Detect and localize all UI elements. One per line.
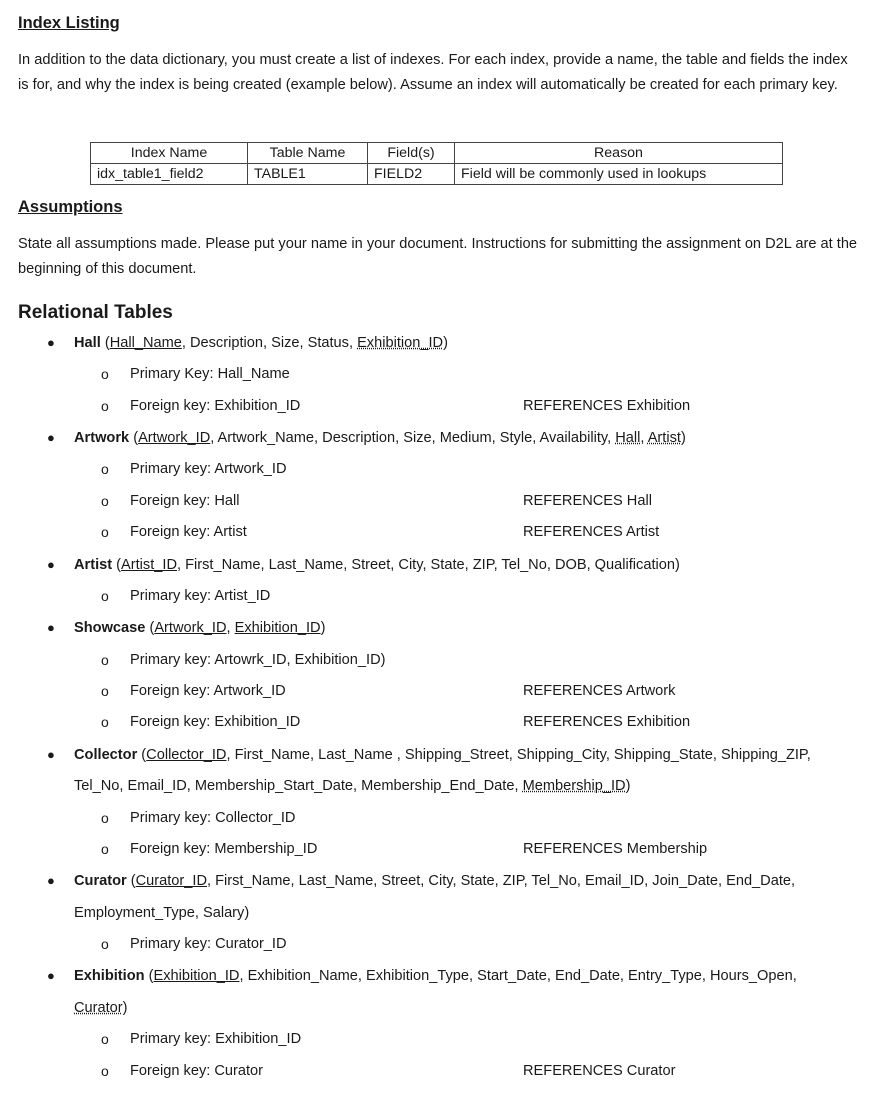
circle-bullet-icon: o	[101, 652, 109, 668]
circle-bullet-icon: o	[101, 683, 109, 699]
fk-text: Foreign key: Exhibition_ID	[130, 398, 301, 414]
primary-key-field: Curator_ID	[135, 873, 207, 889]
bullet-icon: ●	[47, 557, 55, 572]
relational-tables-heading: Relational Tables	[18, 302, 173, 323]
table-name: Artwork	[74, 430, 130, 446]
header-table-name: Table Name	[248, 143, 368, 164]
field-list: , Exhibition_Name, Exhibition_Type, Start_Date, End_Date, Entry_Type, Hours_Open,	[239, 968, 797, 984]
fk-text: Foreign key: Artist	[130, 524, 247, 540]
paren-close: )	[680, 430, 686, 446]
primary-key-field: Hall_Name	[109, 335, 182, 351]
table-name: Collector	[74, 747, 138, 763]
circle-bullet-icon: o	[101, 588, 109, 604]
fk-text: Foreign key: Artwork_ID	[130, 683, 286, 699]
table-name: Artist	[74, 557, 113, 573]
paren-open: (	[100, 335, 110, 351]
table-name: Exhibition	[74, 968, 145, 984]
paren-open: (	[126, 873, 136, 889]
field-list: , Description, Size, Status,	[181, 335, 358, 351]
pk-text: Primary Key: Hall_Name	[130, 366, 290, 382]
pk-text: Primary key: Artist_ID	[130, 588, 271, 604]
paren-close: )	[625, 778, 631, 794]
pk-text: Primary key: Curator_ID	[130, 936, 287, 952]
foreign-key-field: Membership_ID	[522, 778, 626, 794]
bullet-icon: ●	[47, 873, 55, 888]
references-text: REFERENCES Artist	[523, 524, 660, 540]
fk-text: Foreign key: Curator	[130, 1063, 264, 1079]
primary-key-field: Exhibition_ID	[234, 620, 321, 636]
primary-key-field: Artwork_ID	[154, 620, 227, 636]
bullet-icon: ●	[47, 335, 55, 350]
circle-bullet-icon: o	[101, 524, 109, 540]
references-text: REFERENCES Exhibition	[523, 714, 691, 730]
index-listing-paragraph: In addition to the data dictionary, you must create a list of indexes. For each index, provide a name, the table and fields the index is for, and why the index is being created (example below). Assume an index will automatically be created for each primary key.	[18, 52, 848, 93]
fk-text: Foreign key: Membership_ID	[130, 841, 318, 857]
foreign-key-field: Hall	[615, 430, 641, 446]
field-list: , First_Name, Last_Name, Street, City, State, ZIP, Tel_No, DOB, Qualification)	[176, 557, 680, 573]
field-list: Tel_No, Email_ID, Membership_Start_Date, Membership_End_Date,	[74, 778, 523, 794]
assumptions-paragraph: State all assumptions made. Please put your name in your document. Instructions for submitting the assignment on D2L are at the beginning of this document.	[18, 236, 858, 277]
pk-text: Primary key: Collector_ID	[130, 810, 296, 826]
references-text: REFERENCES Curator	[523, 1063, 676, 1079]
field-list: , First_Name, Last_Name, Street, City, State, ZIP, Tel_No, Email_ID, Join_Date, End_Date,	[207, 873, 796, 889]
paren-open: (	[145, 620, 155, 636]
circle-bullet-icon: o	[101, 714, 109, 730]
header-reason: Reason	[455, 143, 783, 164]
primary-key-field: Exhibition_ID	[153, 968, 240, 984]
paren-open: (	[129, 430, 139, 446]
paren-open: (	[137, 747, 147, 763]
paren-close: )	[320, 620, 326, 636]
fk-text: Foreign key: Exhibition_ID	[130, 714, 301, 730]
references-text: REFERENCES Exhibition	[523, 398, 691, 414]
field-list: Employment_Type, Salary)	[74, 905, 250, 921]
cell-reason: Field will be commonly used in lookups	[455, 164, 783, 185]
circle-bullet-icon: o	[101, 936, 109, 952]
pk-text: Primary key: Artowrk_ID, Exhibition_ID)	[130, 652, 386, 668]
header-fields: Field(s)	[368, 143, 455, 164]
references-text: REFERENCES Artwork	[523, 683, 676, 699]
bullet-icon: ●	[47, 747, 55, 762]
primary-key-field: Collector_ID	[146, 747, 227, 763]
field-list: , Artwork_Name, Description, Size, Medium, Style, Availability,	[210, 430, 616, 446]
circle-bullet-icon: o	[101, 841, 109, 857]
pk-text: Primary key: Artwork_ID	[130, 461, 287, 477]
paren-open: (	[112, 557, 122, 573]
cell-table-name: TABLE1	[248, 164, 368, 185]
references-text: REFERENCES Membership	[523, 841, 708, 857]
separator: ,	[226, 620, 235, 636]
fk-text: Foreign key: Hall	[130, 493, 240, 509]
paren-open: (	[144, 968, 154, 984]
table-name: Curator	[74, 873, 127, 889]
bullet-icon: ●	[47, 430, 55, 445]
circle-bullet-icon: o	[101, 1063, 109, 1079]
foreign-key-field: Curator	[74, 1000, 123, 1016]
circle-bullet-icon: o	[101, 366, 109, 382]
index-table	[90, 142, 783, 185]
index-listing-heading: Index Listing	[18, 14, 120, 32]
circle-bullet-icon: o	[101, 1031, 109, 1047]
table-row	[91, 164, 783, 185]
paren-close: )	[443, 335, 448, 351]
bullet-icon: ●	[47, 968, 55, 983]
foreign-key-field: Artist	[647, 430, 681, 446]
primary-key-field: Artist_ID	[121, 557, 177, 573]
circle-bullet-icon: o	[101, 398, 109, 414]
circle-bullet-icon: o	[101, 493, 109, 509]
table-name: Hall	[74, 335, 101, 351]
circle-bullet-icon: o	[101, 461, 109, 477]
separator: ,	[640, 430, 648, 446]
circle-bullet-icon: o	[101, 810, 109, 826]
assumptions-heading: Assumptions	[18, 198, 123, 216]
cell-index-name: idx_table1_field2	[91, 164, 248, 185]
references-text: REFERENCES Hall	[523, 493, 652, 509]
header-index-name: Index Name	[91, 143, 248, 164]
table-name: Showcase	[74, 620, 146, 636]
foreign-key-field: Exhibition_ID	[357, 335, 444, 351]
pk-text: Primary key: Exhibition_ID	[130, 1031, 302, 1047]
index-table-header-row	[91, 143, 783, 164]
paren-close: )	[122, 1000, 128, 1016]
field-list: , First_Name, Last_Name , Shipping_Street, Shipping_City, Shipping_State, Shipping_ZIP,	[226, 747, 811, 763]
primary-key-field: Artwork_ID	[138, 430, 211, 446]
cell-fields: FIELD2	[368, 164, 455, 185]
bullet-icon: ●	[47, 620, 55, 635]
